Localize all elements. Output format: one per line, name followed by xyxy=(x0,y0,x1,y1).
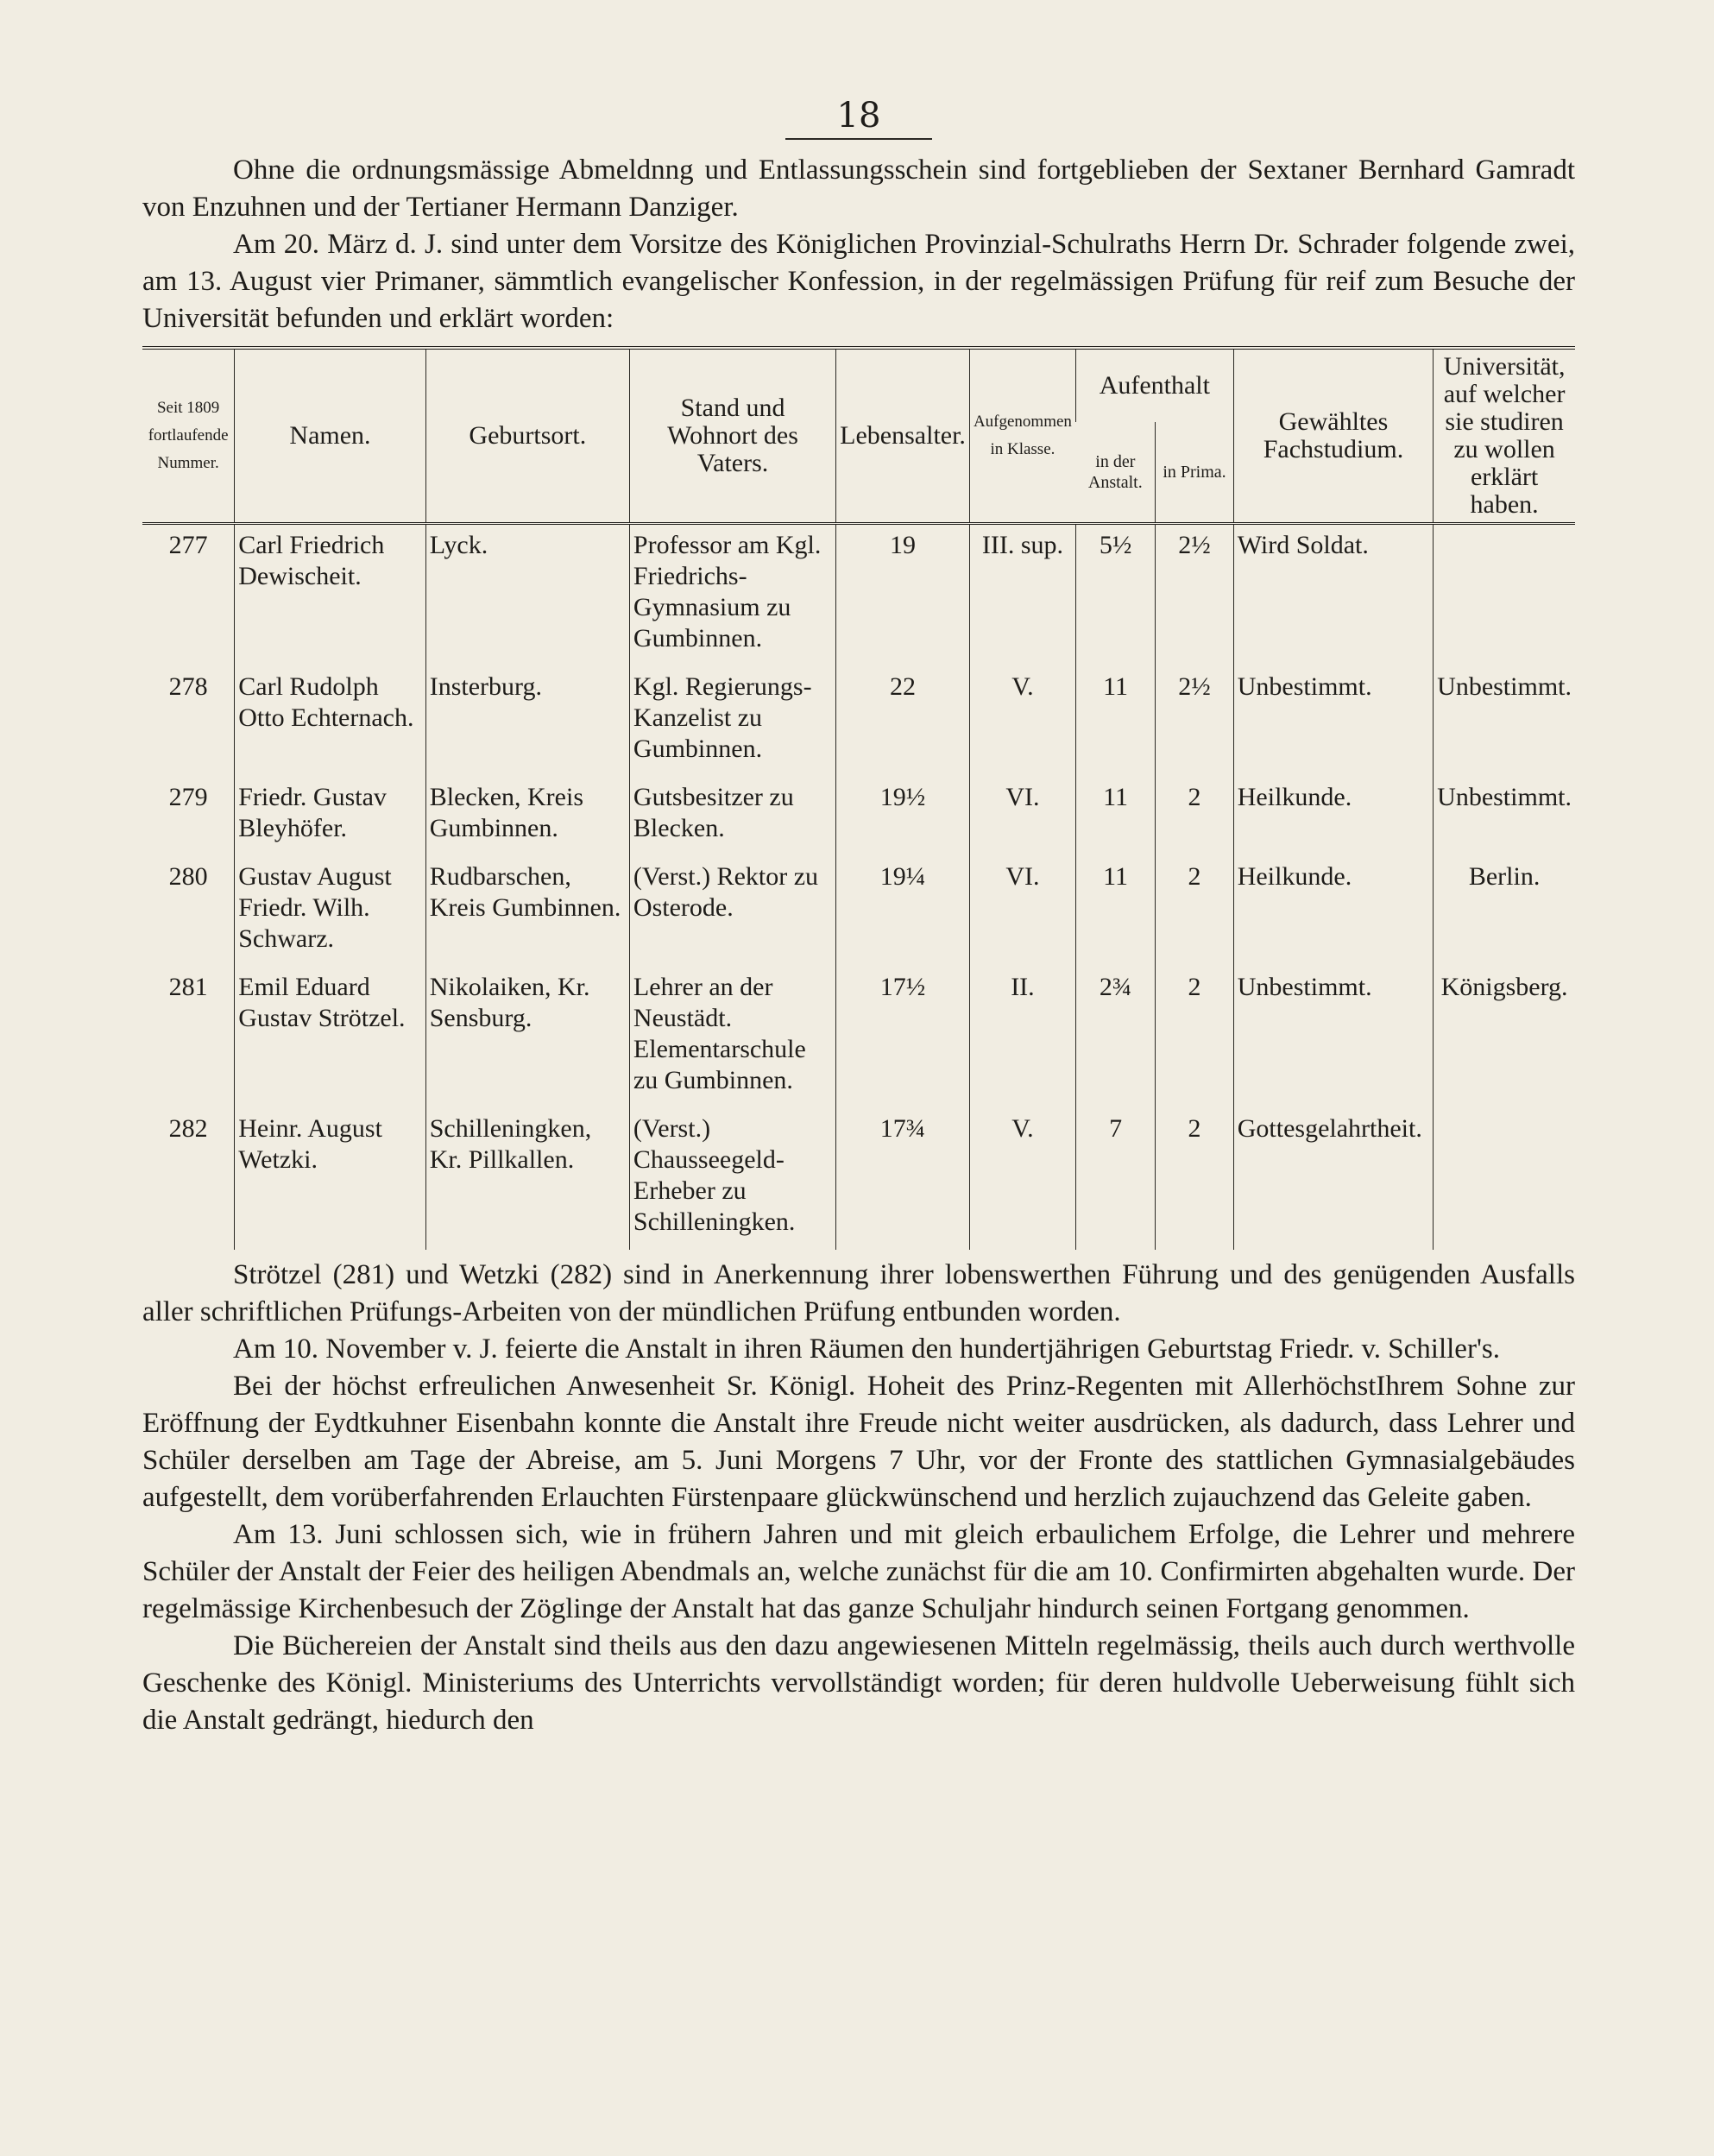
paragraph-prinz-regent: Bei der höchst erfreulichen Anwesenheit Sr. Königl. Hoheit des Prinz-Regenten mit AllerhöchstIhrem Sohne zur Eröffnung der Eydtkuhner Eisenbahn konnte die Anstalt ihre Freude nicht weiter ausdrücken, als dadurch, dass Lehrer und Schüler derselben am Tage der Abreise, am 5. Juni Morgens 7 Uhr, vor der Fronte des stattlichen Gymnasialgebäudes aufgestellt, dem vorüberfahrenden Erlauchten Fürstenpaare glückwünschend und herzlich zujauchzend das Geleite gaben. xyxy=(142,1371,1575,1513)
cell-alter: 19½ xyxy=(836,777,970,856)
table-row xyxy=(142,777,1575,856)
abiturienten-table xyxy=(142,346,1575,1250)
paragraph-abendmal: Am 13. Juni schlossen sich, wie in frühern Jahren und mit gleich erbaulichem Erfolge, die Lehrer und mehrere Schüler der Anstalt der Feier des heiligen Abendmals an, welche zunächst für die am 10. Confirmirten abgehalten wurde. Der regelmässige Kirchenbesuch der Zöglinge der Anstalt hat das ganze Schuljahr hindurch seinen Fortgang genommen. xyxy=(142,1519,1575,1624)
cell-prima: 2 xyxy=(1156,967,1234,1108)
cell-klasse: II. xyxy=(969,967,1075,1108)
cell-geburtsort: Nikolaiken, Kr. Sensburg. xyxy=(425,967,629,1108)
cell-alter: 19 xyxy=(836,524,970,667)
cell-geburtsort: Rudbarschen, Kreis Gumbinnen. xyxy=(425,856,629,967)
cell-klasse: VI. xyxy=(969,777,1075,856)
cell-name: Friedr. Gustav Bleyhöfer. xyxy=(235,777,425,856)
paragraph-entbunden: Strötzel (281) und Wetzki (282) sind in Anerkennung ihrer lobenswerthen Führung und des genügenden Ausfalls aller schriftlichen Prüfungs-Arbeiten von der mündlichen Prüfung entbunden worden. xyxy=(142,1259,1575,1327)
header-lebensalter: Lebensalter. xyxy=(836,348,970,524)
cell-prima: 2½ xyxy=(1156,524,1234,667)
header-anstalt: in der Anstalt. xyxy=(1087,451,1143,492)
cell-uni xyxy=(1434,1108,1575,1250)
header-fachstudium: Gewähltes Fachstudium. xyxy=(1233,348,1433,524)
cell-klasse: V. xyxy=(969,1108,1075,1250)
cell-name: Gustav August Friedr. Wilh. Schwarz. xyxy=(235,856,425,967)
cell-uni: Unbestimmt. xyxy=(1434,777,1575,856)
header-aufgenommen: Aufgenommen in Klasse. xyxy=(969,348,1075,524)
page-number: 18 xyxy=(142,95,1575,140)
cell-klasse: VI. xyxy=(969,856,1075,967)
cell-uni xyxy=(1434,524,1575,667)
cell-anstalt: 7 xyxy=(1075,1108,1155,1250)
cell-uni: Unbestimmt. xyxy=(1434,666,1575,777)
header-geburtsort: Geburtsort. xyxy=(425,348,629,524)
document-page xyxy=(142,95,1575,1739)
cell-fach: Wird Soldat. xyxy=(1233,524,1433,667)
table-row xyxy=(142,666,1575,777)
cell-name: Carl Friedrich Dewischeit. xyxy=(235,524,425,667)
table-row xyxy=(142,1108,1575,1250)
cell-nummer: 281 xyxy=(168,973,208,1001)
header-aufenthalt: Aufenthalt xyxy=(1075,348,1233,422)
cell-uni: Berlin. xyxy=(1434,856,1575,967)
header-prima: in Prima. xyxy=(1156,422,1234,524)
cell-nummer: 282 xyxy=(168,1114,208,1143)
header-nummer: Seit 1809 fortlaufende Nummer. xyxy=(148,399,229,472)
cell-name: Carl Rudolph Otto Echternach. xyxy=(235,666,425,777)
cell-anstalt: 11 xyxy=(1075,856,1155,967)
header-namen: Namen. xyxy=(235,348,425,524)
cell-name: Heinr. August Wetzki. xyxy=(235,1108,425,1250)
cell-fach: Unbestimmt. xyxy=(1233,967,1433,1108)
cell-anstalt: 11 xyxy=(1075,666,1155,777)
cell-geburtsort: Lyck. xyxy=(425,524,629,667)
cell-fach: Unbestimmt. xyxy=(1233,666,1433,777)
paragraph-abmeldung: Ohne die ordnungsmässige Abmeldnng und Entlassungsschein sind fortgeblieben der Sextaner Bernhard Gamradt von Enzuhnen und der Tertianer Hermann Danziger. xyxy=(142,154,1575,223)
cell-vater: (Verst.) Rektor zu Osterode. xyxy=(629,856,835,967)
cell-fach: Heilkunde. xyxy=(1233,856,1433,967)
cell-nummer: 279 xyxy=(168,783,208,811)
cell-vater: Lehrer an der Neustädt. Elementarschule zu Gumbinnen. xyxy=(629,967,835,1108)
cell-prima: 2½ xyxy=(1156,666,1234,777)
cell-anstalt: 11 xyxy=(1075,777,1155,856)
cell-alter: 22 xyxy=(836,666,970,777)
paragraph-pruefung: Am 20. März d. J. sind unter dem Vorsitze des Königlichen Provinzial-Schulraths Herrn Dr. Schrader folgende zwei, am 13. August vier Primaner, sämmtlich evangelischer Konfession, in der regelmässigen Prüfung für reif zum Besuche der Universität befunden und erklärt worden: xyxy=(142,229,1575,334)
cell-alter: 17¾ xyxy=(836,1108,970,1250)
cell-prima: 2 xyxy=(1156,777,1234,856)
cell-name: Emil Eduard Gustav Strötzel. xyxy=(235,967,425,1108)
cell-anstalt: 5½ xyxy=(1075,524,1155,667)
cell-anstalt: 2¾ xyxy=(1075,967,1155,1108)
cell-alter: 19¼ xyxy=(836,856,970,967)
cell-nummer: 280 xyxy=(168,862,208,891)
header-universitaet: Universität, auf welcher sie studiren zu wollen erklärt haben. xyxy=(1434,348,1575,524)
cell-klasse: V. xyxy=(969,666,1075,777)
cell-fach: Heilkunde. xyxy=(1233,777,1433,856)
cell-klasse: III. sup. xyxy=(969,524,1075,667)
cell-vater: Gutsbesitzer zu Blecken. xyxy=(629,777,835,856)
paragraph-buechereien: Die Büchereien der Anstalt sind theils aus den dazu angewiesenen Mitteln regelmässig, theils auch durch werthvolle Geschenke des Königl. Ministeriums des Unterrichts vervollständigt worden; für deren huldvolle Ueberweisung fühlt sich die Anstalt gedrängt, hiedurch den xyxy=(142,1630,1575,1736)
cell-nummer: 278 xyxy=(168,672,208,701)
header-stand: Stand und Wohnort des Vaters. xyxy=(629,348,835,524)
cell-nummer: 277 xyxy=(168,531,208,559)
cell-prima: 2 xyxy=(1156,856,1234,967)
cell-uni: Königsberg. xyxy=(1434,967,1575,1108)
table-row xyxy=(142,967,1575,1108)
cell-prima: 2 xyxy=(1156,1108,1234,1250)
table-row xyxy=(142,856,1575,967)
cell-vater: Kgl. Regierungs-Kanzelist zu Gumbinnen. xyxy=(629,666,835,777)
paragraph-schiller: Am 10. November v. J. feierte die Anstalt in ihren Räumen den hundertjährigen Geburtstag Friedr. v. Schiller's. xyxy=(233,1333,1500,1365)
cell-geburtsort: Blecken, Kreis Gumbinnen. xyxy=(425,777,629,856)
cell-vater: (Verst.) Chausseegeld-Erheber zu Schilleningken. xyxy=(629,1108,835,1250)
cell-vater: Professor am Kgl. Friedrichs-Gymnasium zu Gumbinnen. xyxy=(629,524,835,667)
cell-fach: Gottesgelahrtheit. xyxy=(1233,1108,1433,1250)
cell-geburtsort: Schilleningken, Kr. Pillkallen. xyxy=(425,1108,629,1250)
cell-geburtsort: Insterburg. xyxy=(425,666,629,777)
cell-alter: 17½ xyxy=(836,967,970,1108)
table-row xyxy=(142,524,1575,667)
